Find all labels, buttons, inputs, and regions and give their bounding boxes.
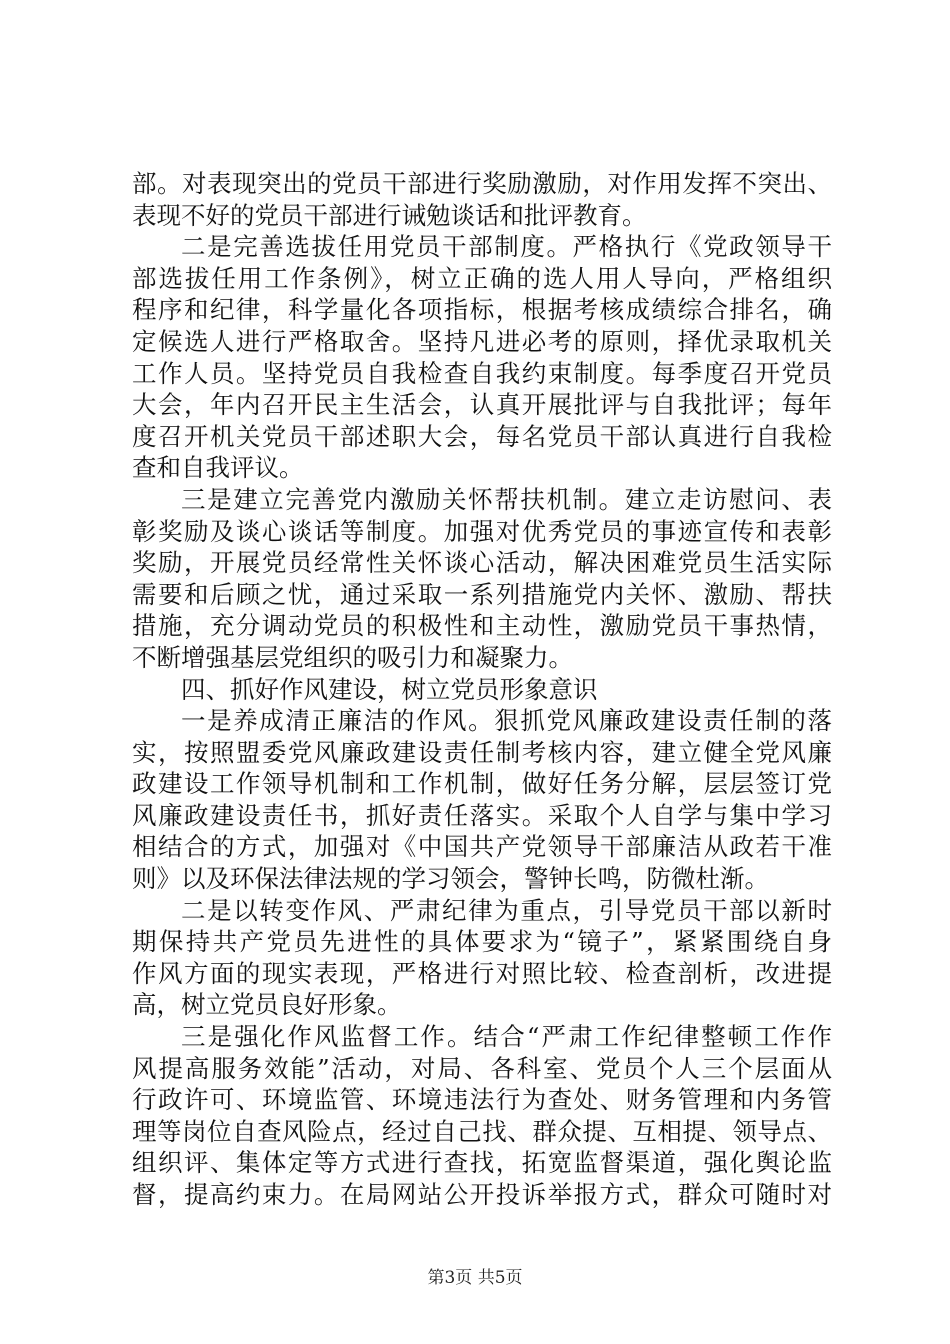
text-line: 期保持共产党员先进性的具体要求为“镜子”，紧紧围绕自身 — [132, 927, 832, 957]
text-line: 则》以及环保法律法规的学习领会，警钟长鸣，防微杜渐。 — [132, 864, 769, 894]
text-line: 组织评、集体定等方式进行查找，拓宽监督渠道，强化舆论监 — [132, 1148, 832, 1178]
text-line: 不断增强基层党组织的吸引力和凝聚力。 — [132, 642, 573, 672]
text-line: 表现不好的党员干部进行诫勉谈话和批评教育。 — [132, 200, 647, 230]
text-line: 相结合的方式，加强对《中国共产党领导干部廉洁从政若干准 — [132, 832, 832, 862]
text-line: 实，按照盟委党风廉政建设责任制考核内容，建立健全党风廉 — [132, 737, 832, 767]
text-line: 二是完善选拔任用党员干部制度。严格执行《党政领导干 — [181, 232, 832, 262]
text-line: 工作人员。坚持党员自我检查自我约束制度。每季度召开党员 — [132, 358, 832, 388]
text-line: 程序和纪律，科学量化各项指标，根据考核成绩综合排名，确 — [132, 295, 832, 325]
text-line: 措施，充分调动党员的积极性和主动性，激励党员干事热情， — [132, 611, 832, 641]
text-line: 需要和后顾之忧，通过采取一系列措施党内关怀、激励、帮扶 — [132, 579, 832, 609]
text-line: 行政许可、环境监管、环境违法行为查处、财务管理和内务管 — [132, 1085, 832, 1115]
text-line: 二是以转变作风、严肃纪律为重点，引导党员干部以新时 — [181, 895, 832, 925]
text-line: 四、抓好作风建设，树立党员形象意识 — [181, 674, 598, 704]
text-line: 度召开机关党员干部述职大会，每名党员干部认真进行自我检 — [132, 421, 832, 451]
text-line: 奖励，开展党员经常性关怀谈心活动，解决困难党员生活实际 — [132, 548, 832, 578]
text-line: 定候选人进行严格取舍。坚持凡进必考的原则，择优录取机关 — [132, 326, 832, 356]
text-line: 部。对表现突出的党员干部进行奖励激励，对作用发挥不突出、 — [132, 169, 832, 198]
text-line: 大会，年内召开民主生活会，认真开展批评与自我批评；每年 — [132, 390, 832, 420]
text-line: 一是养成清正廉洁的作风。狠抓党风廉政建设责任制的落 — [181, 706, 832, 736]
text-line: 高，树立党员良好形象。 — [132, 990, 402, 1020]
text-line: 理等岗位自查风险点，经过自己找、群众提、互相提、领导点、 — [132, 1116, 832, 1146]
text-line: 作风方面的现实表现，严格进行对照比较、检查剖析，改进提 — [132, 958, 832, 988]
text-line: 部选拔任用工作条例》，树立正确的选人用人导向，严格组织 — [132, 263, 832, 293]
page-footer: 第3页 共5页 — [427, 1268, 523, 1288]
text-line: 三是建立完善党内激励关怀帮扶机制。建立走访慰问、表 — [181, 484, 832, 514]
text-line: 政建设工作领导机制和工作机制，做好任务分解，层层签订党 — [132, 769, 832, 799]
text-line: 三是强化作风监督工作。结合“严肃工作纪律整顿工作作 — [181, 1022, 832, 1052]
text-line: 风廉政建设责任书，抓好责任落实。采取个人自学与集中学习 — [132, 800, 832, 830]
document-body — [132, 168, 832, 1211]
text-line: 督，提高约束力。在局网站公开投诉举报方式，群众可随时对 — [132, 1180, 832, 1209]
text-line: 彰奖励及谈心谈话等制度。加强对优秀党员的事迹宣传和表彰 — [132, 516, 832, 546]
text-line: 风提高服务效能”活动，对局、各科室、党员个人三个层面从 — [132, 1053, 832, 1083]
text-line: 查和自我评议。 — [132, 453, 304, 483]
